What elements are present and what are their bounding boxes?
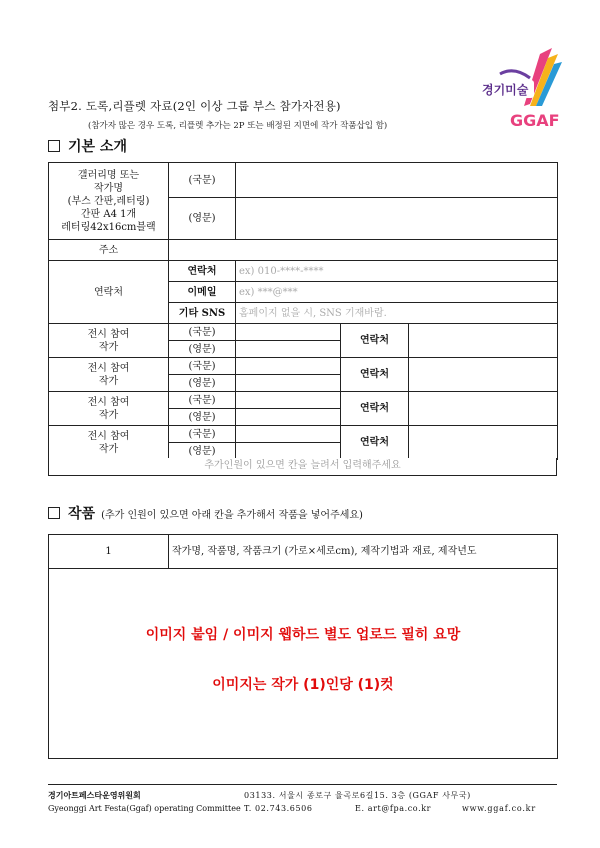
artist-eng-label: (영문): [169, 443, 236, 460]
image-area[interactable]: [49, 569, 558, 759]
artist-contact-label: 연락처: [341, 324, 409, 358]
artist-contact-label: 연락처: [341, 358, 409, 392]
email-label: 이메일: [169, 282, 236, 303]
artist-eng-input[interactable]: [236, 409, 341, 426]
gallery-name-label: 갤러리명 또는 작가명 (부스 간판,레터링) 간판 A4 1개 레터링42x16cm블랙: [49, 163, 169, 240]
artist-eng-input[interactable]: [236, 443, 341, 460]
artist-kor-input[interactable]: [236, 392, 341, 409]
footer-org-en: Gyeonggi Art Festa(Ggaf) operating Committee: [48, 804, 241, 813]
artist-kor-input[interactable]: [236, 426, 341, 443]
work-description[interactable]: 작가명, 작품명, 작품크기 (가로×세로cm), 제작기법과 재료, 제작년도: [169, 535, 558, 569]
footer-divider: [48, 784, 557, 785]
artist-kor-input[interactable]: [236, 358, 341, 375]
address-label: 주소: [49, 240, 169, 261]
artist-eng-label: (영문): [169, 341, 236, 358]
artist-eng-input[interactable]: [236, 375, 341, 392]
logo-small-text: 경기미술: [482, 83, 529, 97]
artist-contact-label: 연락처: [341, 426, 409, 460]
sns-label: 기타 SNS: [169, 303, 236, 324]
checkbox-square-icon: [48, 140, 60, 152]
email-input[interactable]: ex) ***@***: [236, 282, 558, 303]
artist-contact-input[interactable]: [409, 324, 558, 358]
image-count-notice: 이미지는 작가 (1)인당 (1)컷: [212, 677, 394, 693]
artist-contact-input[interactable]: [409, 392, 558, 426]
artist-label: 전시 참여 작가: [49, 392, 169, 426]
ggaf-logo: [470, 44, 570, 134]
gallery-kor-input[interactable]: [236, 163, 558, 198]
footer-tel: T. 02.743.6506: [244, 804, 313, 813]
gallery-eng-input[interactable]: [236, 198, 558, 240]
artist-kor-label: (국문): [169, 358, 236, 375]
sns-input[interactable]: 홈페이지 없을 시, SNS 기재바람.: [236, 303, 558, 324]
gallery-eng-label: (영문): [169, 198, 236, 240]
artist-contact-label: 연락처: [341, 392, 409, 426]
artist-kor-label: (국문): [169, 324, 236, 341]
artist-label: 전시 참여 작가: [49, 324, 169, 358]
artist-contact-input[interactable]: [409, 426, 558, 460]
checkbox-square-icon: [48, 507, 60, 519]
section-works-subtitle: (추가 인원이 있으면 아래 칸을 추가해서 작품을 넣어주세요): [101, 510, 363, 521]
artist-label: 전시 참여 작가: [49, 358, 169, 392]
phone-label: 연락처: [169, 261, 236, 282]
document-note: (참가자 많은 경우 도록, 리플렛 추가는 2P 또는 배정된 지면에 작가 작품삽입 함): [88, 121, 388, 131]
artist-eng-label: (영문): [169, 409, 236, 426]
artist-contact-input[interactable]: [409, 358, 558, 392]
section-basic-intro-heading: 기본 소개: [48, 136, 127, 156]
address-input[interactable]: [169, 240, 558, 261]
works-table: [48, 534, 558, 759]
artist-kor-input[interactable]: [236, 324, 341, 341]
work-number: 1: [49, 535, 169, 569]
footer-org-kr: 경기아트페스타운영위원회: [48, 790, 141, 800]
artist-eng-label: (영문): [169, 375, 236, 392]
artist-eng-input[interactable]: [236, 341, 341, 358]
add-rows-note: 추가인원이 있으면 칸을 늘려서 입력해주세요: [48, 458, 557, 476]
footer-email[interactable]: E. art@fpa.co.kr: [355, 804, 432, 813]
section-works-heading: 작품 (추가 인원이 있으면 아래 칸을 추가해서 작품을 넣어주세요): [48, 503, 363, 523]
artist-kor-label: (국문): [169, 392, 236, 409]
phone-input[interactable]: ex) 010-****-****: [236, 261, 558, 282]
artist-kor-label: (국문): [169, 426, 236, 443]
image-upload-notice: 이미지 붙임 / 이미지 웹하드 별도 업로드 필히 요망: [145, 627, 461, 643]
document-title: 첨부2. 도록,리플렛 자료(2인 이상 그룹 부스 참가자전용): [48, 99, 341, 113]
footer-web[interactable]: www.ggaf.co.kr: [462, 804, 536, 813]
contact-label: 연락처: [49, 261, 169, 324]
artist-label: 전시 참여 작가: [49, 426, 169, 460]
footer-address: 03133. 서울시 종로구 율곡로6길15. 3층 (GGAF 사무국): [244, 791, 471, 800]
logo-text: GGAF: [510, 111, 560, 130]
gallery-kor-label: (국문): [169, 163, 236, 198]
basic-info-table: [48, 162, 558, 460]
